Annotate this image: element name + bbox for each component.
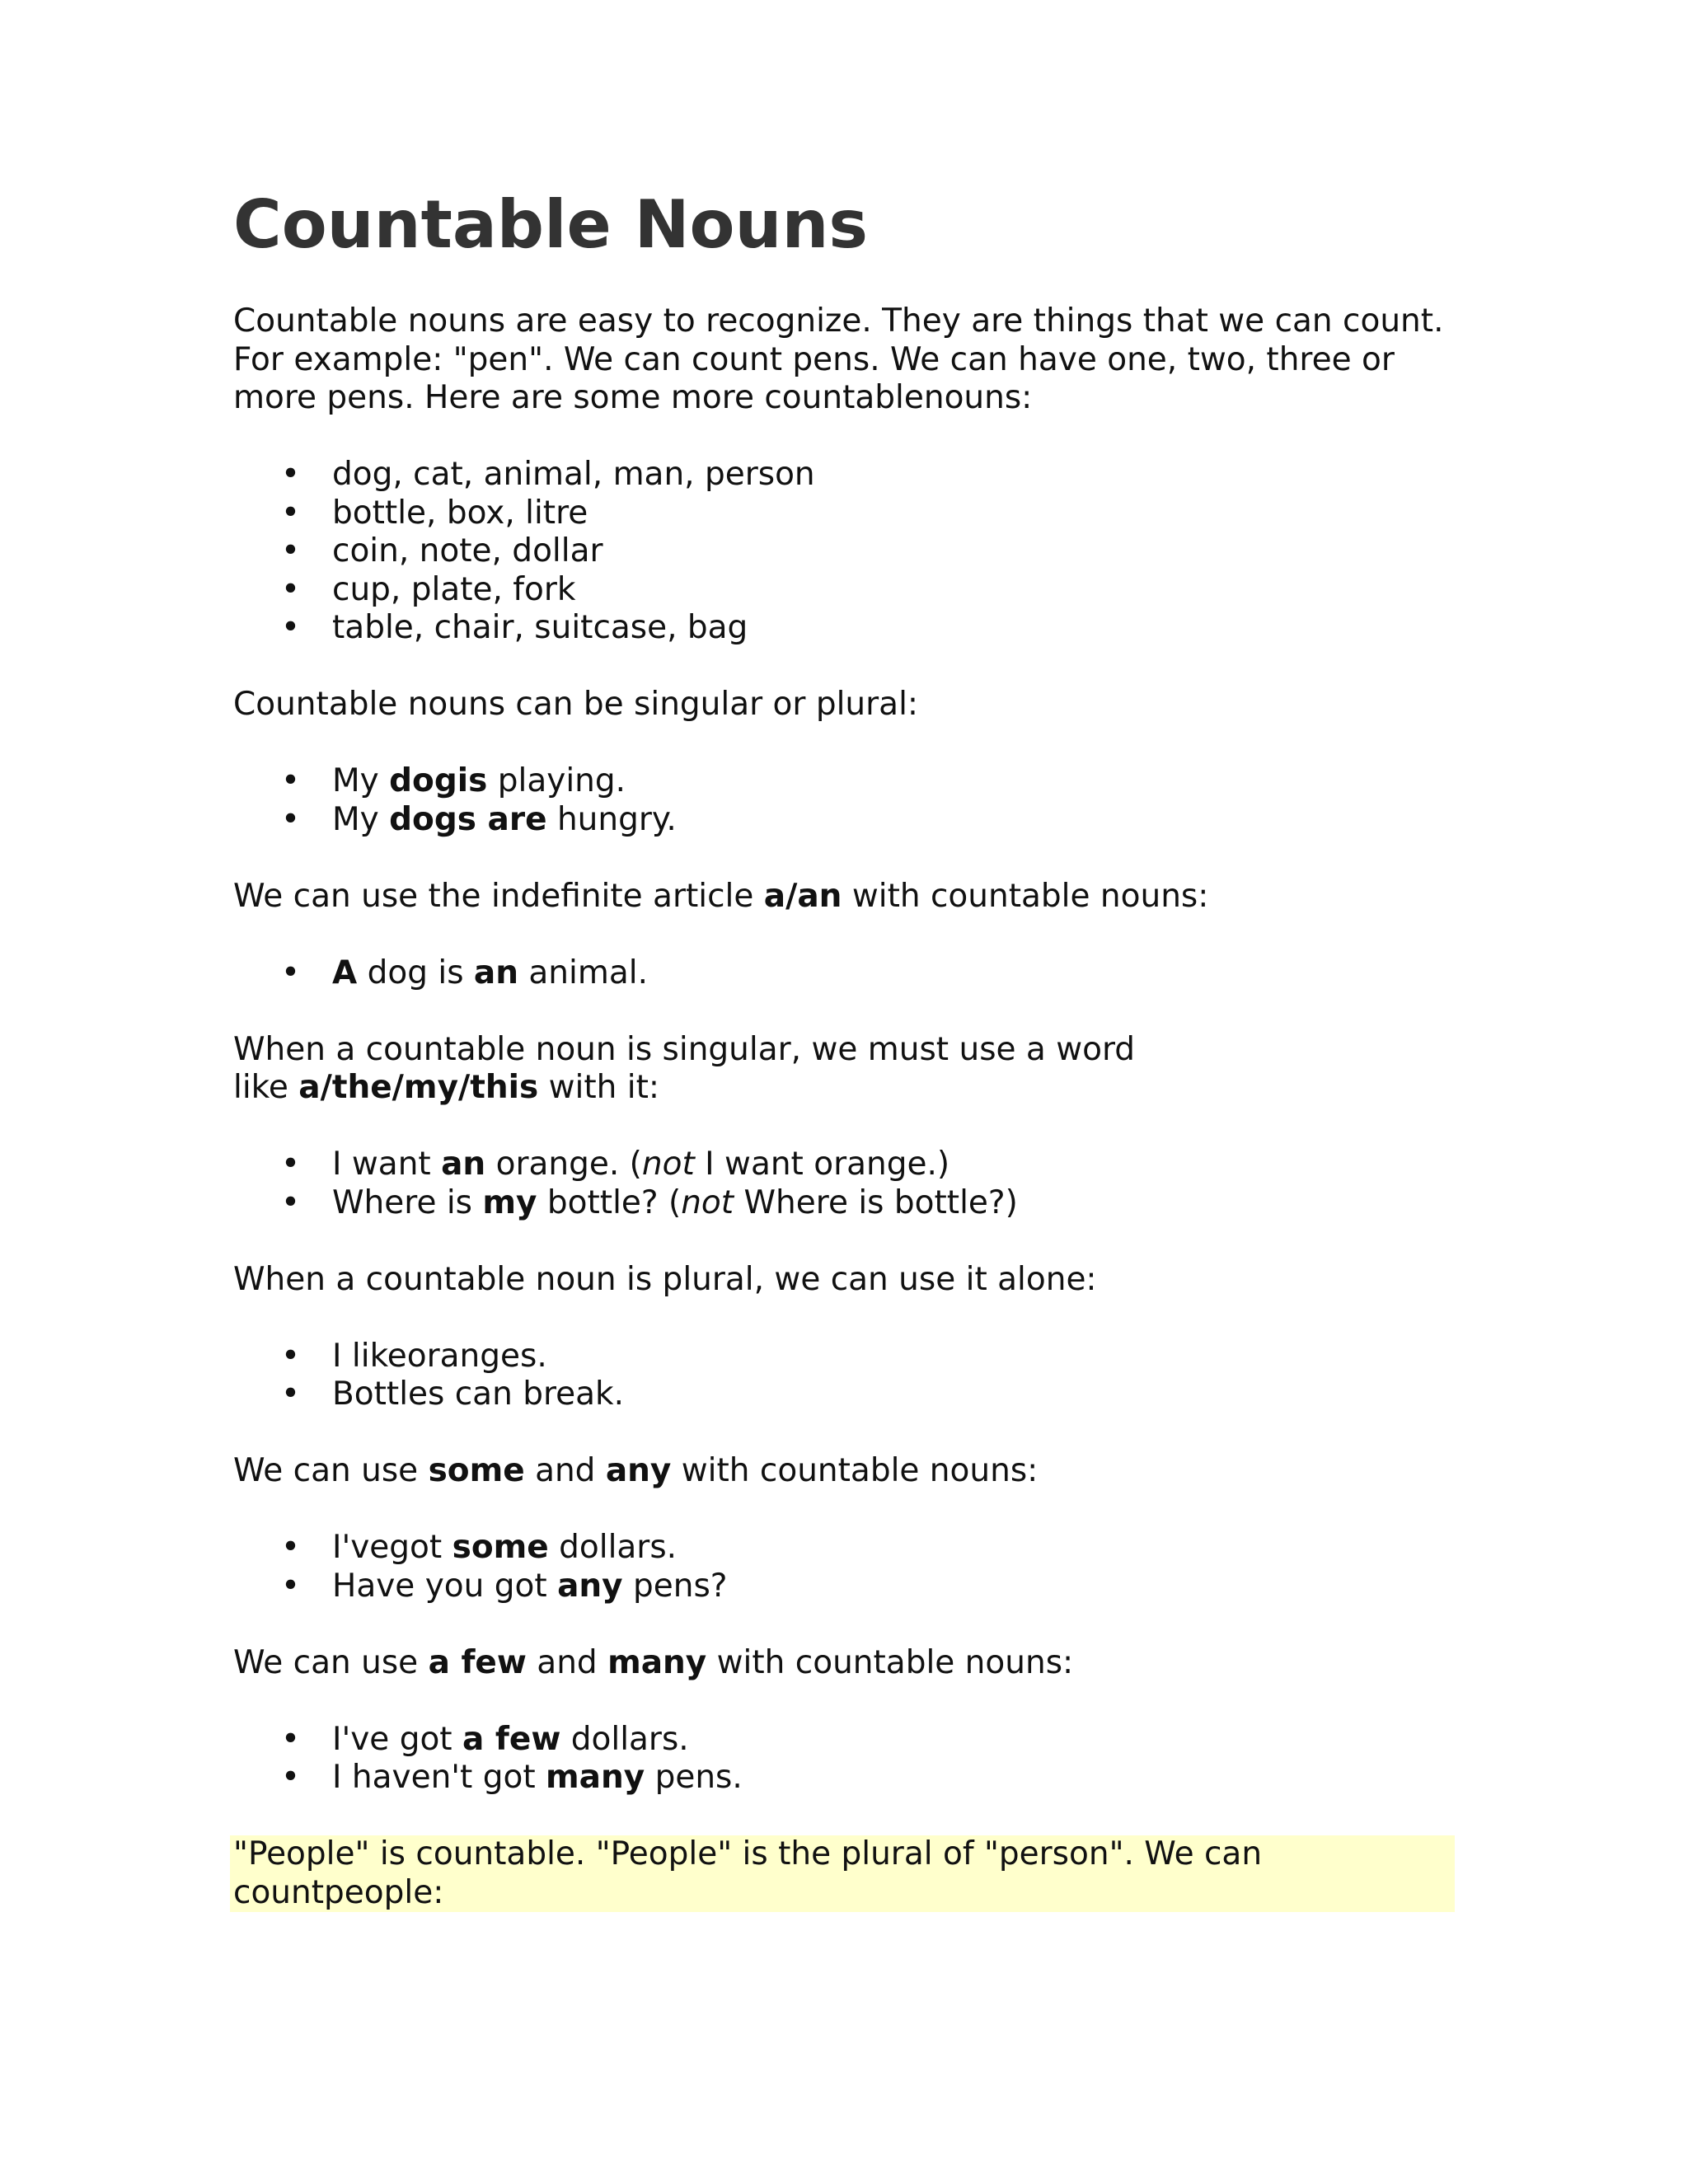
- list-item: • A dog is an animal.: [281, 954, 648, 991]
- bullet-icon: •: [281, 1567, 301, 1605]
- list-item: • I want an orange. (not I want orange.): [281, 1146, 950, 1183]
- list-item: • Bottles can break.: [281, 1376, 625, 1413]
- intro-paragraph: [233, 302, 1461, 418]
- list-item: • dog, cat, animal, man, person: [281, 456, 815, 493]
- list-item: • My dogis playing.: [281, 762, 626, 799]
- bullet-icon: •: [281, 1337, 301, 1375]
- list-item: • I haven't got many pens.: [281, 1759, 743, 1796]
- page-title: Countable Nouns: [233, 186, 869, 263]
- intro-line: more pens. Here are some more countablenouns:: [233, 379, 1033, 416]
- few-many-examples: [233, 1721, 1461, 1797]
- bullet-icon: •: [281, 1183, 301, 1221]
- list-item: • coin, note, dollar: [281, 532, 603, 569]
- singular-plural-paragraph: Countable nouns can be singular or plural:: [233, 686, 919, 723]
- indefinite-article-paragraph: We can use the indefinite article a/an with countable nouns:: [233, 877, 1209, 915]
- list-item: • Have you got any pens?: [281, 1567, 728, 1605]
- plural-alone-examples: [233, 1338, 1461, 1414]
- bullet-icon: •: [281, 1759, 301, 1796]
- bullet-icon: •: [281, 1146, 301, 1183]
- list-item: • bottle, box, litre: [281, 494, 588, 532]
- bullet-icon: •: [281, 456, 301, 493]
- countable-nouns-list: [233, 456, 1461, 648]
- highlighted-note: "People" is countable. "People" is the plural of "person". We can countpeople:: [230, 1835, 1455, 1912]
- bullet-icon: •: [281, 609, 301, 646]
- bullet-icon: •: [281, 494, 301, 532]
- plural-alone-paragraph: When a countable noun is plural, we can use it alone:: [233, 1260, 1097, 1298]
- bullet-icon: •: [281, 1720, 301, 1758]
- list-item: • My dogs are hungry.: [281, 800, 677, 838]
- bullet-icon: •: [281, 800, 301, 838]
- list-item: • Where is my bottle? (not Where is bottle?): [281, 1183, 1018, 1221]
- indefinite-article-examples: [233, 954, 1461, 993]
- bullet-icon: •: [281, 954, 301, 991]
- list-item: • I likeoranges.: [281, 1337, 547, 1375]
- bullet-icon: •: [281, 1529, 301, 1566]
- list-item: • I'vegot some dollars.: [281, 1529, 678, 1566]
- list-item: • I've got a few dollars.: [281, 1720, 689, 1758]
- list-item: • cup, plate, fork: [281, 570, 576, 608]
- some-any-paragraph: We can use some and any with countable nouns:: [233, 1452, 1039, 1489]
- bullet-icon: •: [281, 762, 301, 799]
- intro-line: For example: "pen". We can count pens. We can have one, two, three or: [233, 340, 1395, 378]
- bullet-icon: •: [281, 570, 301, 608]
- singular-determiner-examples: [233, 1146, 1461, 1222]
- bullet-icon: •: [281, 1376, 301, 1413]
- some-any-examples: [233, 1529, 1461, 1605]
- intro-line: Countable nouns are easy to recognize. They are things that we can count.: [233, 302, 1444, 340]
- singular-determiner-paragraph: When a countable noun is singular, we must use a word like a/the/my/this with it:: [233, 1030, 1136, 1106]
- list-item: • table, chair, suitcase, bag: [281, 609, 748, 646]
- few-many-paragraph: We can use a few and many with countable nouns:: [233, 1643, 1074, 1681]
- singular-plural-examples: [233, 762, 1461, 839]
- bullet-icon: •: [281, 532, 301, 569]
- document-page: [233, 185, 1461, 1951]
